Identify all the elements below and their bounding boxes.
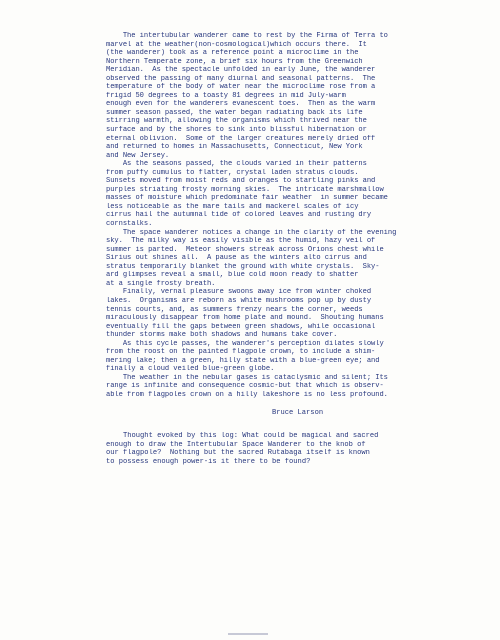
text-line: range is infinite and consequence cosmic-but that which is observ- <box>106 382 384 391</box>
text-line: mering lake; then a green, hilly state with a blue-green eye; and <box>106 356 380 365</box>
text-line: stratus temporarily blanket the ground with white crystals. Sky- <box>106 262 380 271</box>
text-line: Sunsets moved from moist reds and oranges to startling pinks and <box>106 177 376 186</box>
paragraph-6 <box>106 374 478 400</box>
text-line: The space wanderer notices a change in the clarity of the evening <box>106 228 397 237</box>
text-line: frigid 50 degrees to a toasty 81 degrees in mid July-warm <box>106 91 346 100</box>
text-line: thunder storms make both shadows and humans take cover. <box>106 331 338 340</box>
text-line: to possess enough power-is it there to be found? <box>106 457 311 466</box>
text-line: eternal oblivion. Some of the larger creatures merely dried off <box>106 134 376 143</box>
text-line: cirrus hail the autumnal tide of colored leaves and rusting dry <box>106 211 372 220</box>
postscript <box>106 432 478 466</box>
text-line: Sirius out shines all. A pause as the winters alto cirrus and <box>106 254 367 263</box>
text-line: temperature of the body of water near the microclime rose from a <box>106 83 376 92</box>
text-line: Finally, vernal pleasure swoons away ice from winter choked <box>106 288 372 297</box>
text-line: miraculously disappear from home plate and mound. Shouting humans <box>106 314 384 323</box>
text-line: eventually fill the gaps between green shadows, while occasional <box>106 322 376 331</box>
text-line: summer season passed, the water began radiating back its life <box>106 108 363 117</box>
paragraph-3 <box>106 229 478 289</box>
text-line: our flagpole? Nothing but the sacred Rutabaga itself is known <box>106 449 370 458</box>
page-bottom-mark <box>228 633 268 635</box>
text-line: masses of moisture which predominate fair weather in summer became <box>106 194 388 203</box>
paragraph-4 <box>106 288 478 339</box>
text-line: finally a cloud veiled blue-green globe. <box>106 365 275 374</box>
text-line: tennis courts, and, as summers frenzy nears the corner, weeds <box>106 305 363 314</box>
text-line: cornstalks. <box>106 220 153 229</box>
text-line: Meridian. As the spectacle unfolded in early June, the wanderer <box>106 66 376 75</box>
log-body <box>106 32 478 400</box>
text-line: less noticeable as the mare tails and mackerel scales of icy <box>106 202 359 211</box>
text-line: marvel at the weather(non-cosmological)which occurs there. It <box>106 40 367 49</box>
text-line: The intertubular wanderer came to rest by the Firma of Terra to <box>106 32 388 40</box>
text-line: As the seasons passed, the clouds varied in their patterns <box>106 160 367 169</box>
text-line: summer is parted. Meteor showers streak across Orions chest while <box>106 245 384 254</box>
text-line: and New Jersey. <box>106 151 170 160</box>
paragraph-1 <box>106 32 478 160</box>
text-line: able from flagpoles crown on a hilly lakeshore is no less profound. <box>106 390 388 399</box>
text-line: enough even for the wanderers evanescent toes. Then as the warm <box>106 100 376 109</box>
text-line: (the wanderer) took as a reference point a microclime in the <box>106 49 359 58</box>
text-line: As this cycle passes, the wanderer's perception dilates slowly <box>106 339 384 348</box>
text-line: from puffy cumulus to flatter, crystal laden stratus clouds. <box>106 168 359 177</box>
author-signature: Bruce Larson <box>272 409 324 417</box>
text-line: at a single frosty breath. <box>106 279 216 288</box>
text-line: Northern Temperate zone, a brief six hours from the Greenwich <box>106 57 363 66</box>
paragraph-2 <box>106 160 478 228</box>
text-line: observed the passing of many diurnal and seasonal patterns. The <box>106 74 376 83</box>
paragraph-5 <box>106 340 478 374</box>
text-line: from the roost on the painted flagpole crown, to include a shim- <box>106 348 376 357</box>
text-line: enough to draw the Intertubular Space Wanderer to the knob of <box>106 440 366 449</box>
text-line: Thought evoked by this log: What could be magical and sacred <box>106 432 379 440</box>
text-line: and returned to homes in Massachusetts, Connecticut, New York <box>106 143 363 152</box>
text-line: surface and by the shores to sink into blissful hibernation or <box>106 126 367 135</box>
text-line: The weather in the nebular gases is cataclysmic and silent; Its <box>106 373 388 382</box>
text-line: ard glimpses reveal a small, blue cold moon ready to shatter <box>106 271 359 280</box>
text-line: stirring warmth, allowing the organisms which thrived near the <box>106 117 367 126</box>
text-line: sky. The milky way is easily visible as the humid, hazy veil of <box>106 237 376 246</box>
text-line: lakes. Organisms are reborn as white mushrooms pop up by dusty <box>106 296 372 305</box>
text-line: purples striating frosty morning skies. The intricate marshmallow <box>106 185 384 194</box>
